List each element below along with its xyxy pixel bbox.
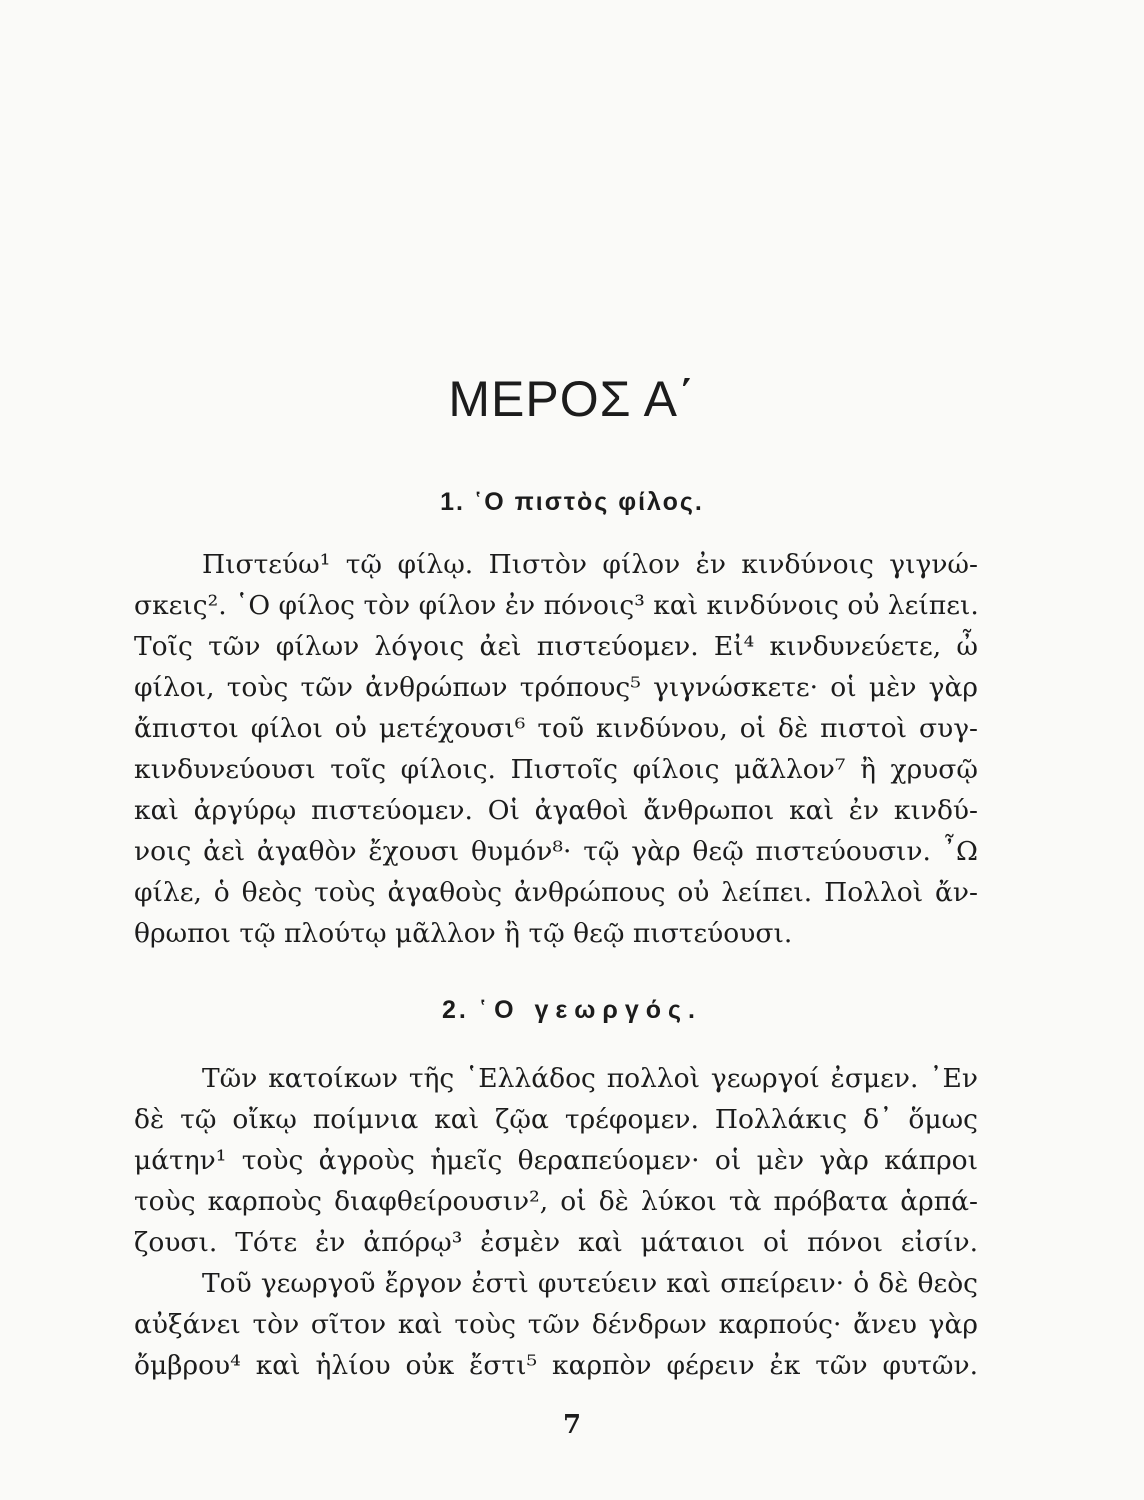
- text-line: δὲ τῷ οἴκῳ ποίμνια καὶ ζῷα τρέφομεν. Πολλάκις δ᾿ ὅμως: [134, 1104, 978, 1135]
- text-line: νοις ἀεὶ ἀγαθὸν ἔχουσι θυμόν⁸· τῷ γὰρ θεῷ πιστεύουσιν. ῏Ω: [134, 836, 978, 867]
- text-line: φίλοι, τοὺς τῶν ἀνθρώπων τρόπους⁵ γιγνώσκετε· οἱ μὲν γὰρ: [134, 672, 978, 703]
- text-line: Τοῖς τῶν φίλων λόγοις ἀεὶ πιστεύομεν. Εἰ⁴ κινδυνεύετε, ὦ: [134, 631, 978, 662]
- page-number: 7: [562, 1410, 582, 1440]
- text-line: ἄπιστοι φίλοι οὐ μετέχουσι⁶ τοῦ κινδύνου, οἱ δὲ πιστοὶ συγ-: [134, 713, 978, 744]
- section-2-title: ῾Ο γεωργός.: [478, 996, 702, 1024]
- section-2-number: 2.: [441, 996, 469, 1024]
- section-2-heading: [0, 996, 1144, 1025]
- part-title: ΜΕΡΟΣ Α΄: [448, 371, 696, 427]
- text-line: ζουσι. Τότε ἐν ἀπόρῳ³ ἐσμὲν καὶ μάταιοι οἱ πόνοι εἰσίν.: [134, 1227, 978, 1258]
- text-line: Πιστεύω¹ τῷ φίλῳ. Πιστὸν φίλον ἐν κινδύνοις γιγνώ-: [202, 549, 978, 580]
- section-2-paragraph-1: [134, 1058, 978, 1263]
- section-1-heading: [0, 488, 1144, 517]
- text-line: ὄμβρου⁴ καὶ ἡλίου οὐκ ἔστι⁵ καρπὸν φέρειν ἐκ τῶν φυτῶν.: [134, 1350, 978, 1381]
- text-line: Τοῦ γεωργοῦ ἔργον ἐστὶ φυτεύειν καὶ σπείρειν· ὁ δὲ θεὸς: [202, 1268, 978, 1299]
- text-line: φίλε, ὁ θεὸς τοὺς ἀγαθοὺς ἀνθρώπους οὐ λείπει. Πολλοὶ ἄν-: [134, 877, 978, 908]
- text-line: καὶ ἀργύρῳ πιστεύομεν. Οἱ ἀγαθοὶ ἄνθρωποι καὶ ἐν κινδύ-: [134, 795, 978, 826]
- text-line: Τῶν κατοίκων τῆς ῾Ελλάδος πολλοὶ γεωργοί ἐσμεν. ᾿Εν: [202, 1063, 978, 1094]
- text-line: σκεις². ῾Ο φίλος τὸν φίλον ἐν πόνοις³ καὶ κινδύνοις οὐ λείπει.: [134, 590, 979, 621]
- text-line: μάτην¹ τοὺς ἀγροὺς ἡμεῖς θεραπεύομεν· οἱ μὲν γὰρ κάπροι: [134, 1145, 978, 1176]
- section-1-number: 1.: [440, 488, 465, 516]
- section-1-paragraph: [134, 544, 978, 954]
- section-1-title: ῾Ο πιστὸς φίλος.: [473, 488, 704, 516]
- text-line: αὐξάνει τὸν σῖτον καὶ τοὺς τῶν δένδρων καρπούς· ἄνευ γὰρ: [134, 1309, 978, 1340]
- text-line: κινδυνεύουσι τοῖς φίλοις. Πιστοῖς φίλοις μᾶλλον⁷ ἢ χρυσῷ: [134, 754, 978, 785]
- text-line: θρωποι τῷ πλούτῳ μᾶλλον ἢ τῷ θεῷ πιστεύουσι.: [134, 918, 793, 949]
- section-2-paragraph-2: [134, 1263, 978, 1386]
- text-line: τοὺς καρποὺς διαφθείρουσιν², οἱ δὲ λύκοι τὰ πρόβατα ἁρπά-: [134, 1186, 978, 1217]
